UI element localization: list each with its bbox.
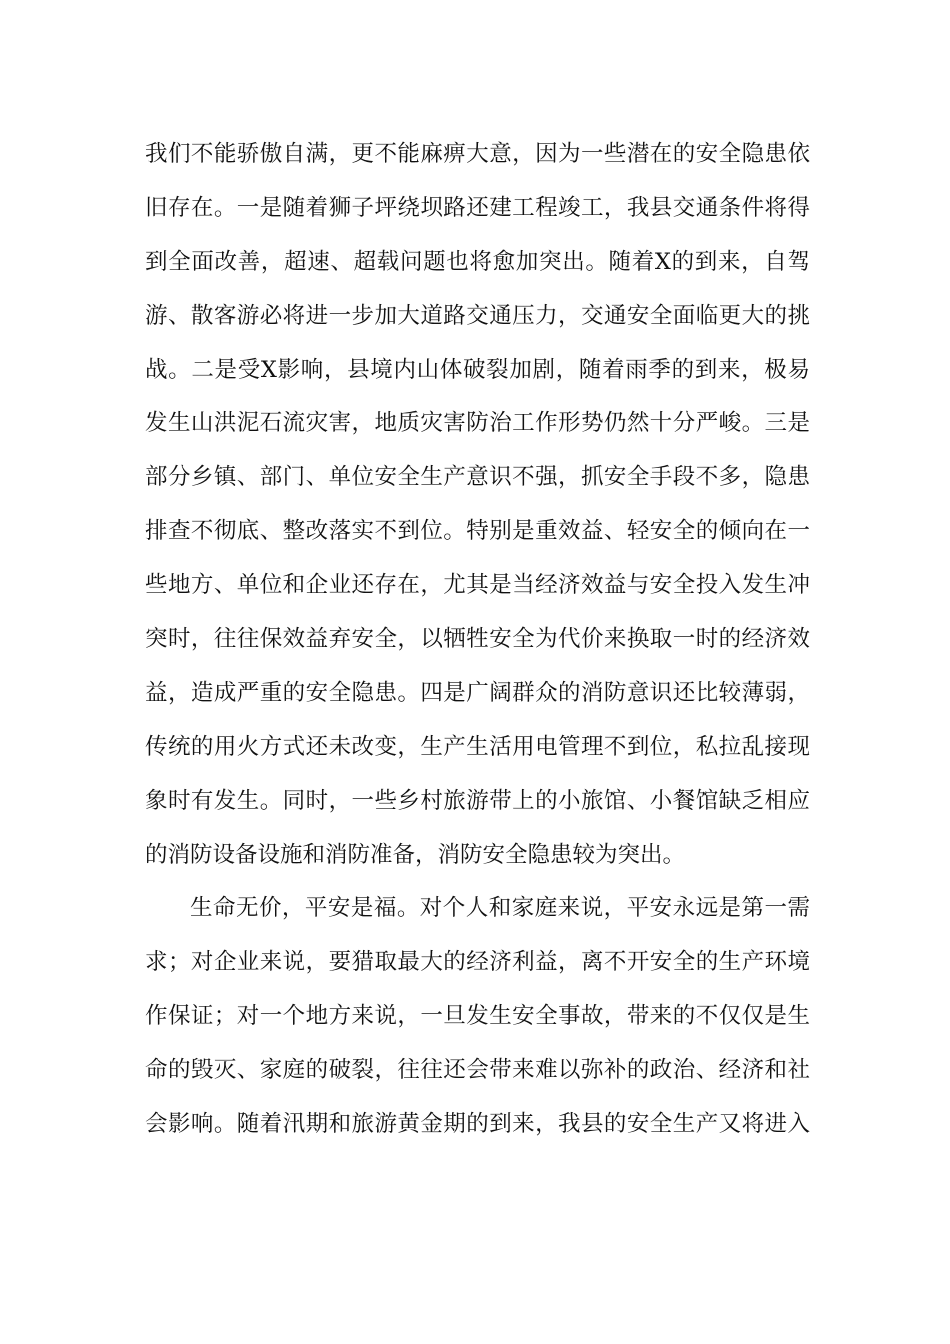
paragraph-1-line-12: 传统的用火方式还未改变，生产生活用电管理不到位，私拉乱接现 bbox=[145, 733, 810, 760]
paragraph-2-line-3: 作保证；对一个地方来说，一旦发生安全事故，带来的不仅仅是生 bbox=[145, 1003, 810, 1030]
paragraph-1-line-6: 发生山洪泥石流灾害，地质灾害防治工作形势仍然十分严峻。三是 bbox=[145, 410, 810, 437]
paragraph-1-line-2: 旧存在。一是随着狮子坪绕坝路还建工程竣工，我县交通条件将得 bbox=[145, 194, 810, 221]
paragraph-1-line-10: 突时，往往保效益弃安全，以牺牲安全为代价来换取一时的经济效 bbox=[145, 626, 810, 653]
paragraph-1-line-3: 到全面改善，超速、超载问题也将愈加突出。随着X的到来，自驾 bbox=[145, 248, 810, 275]
paragraph-1-line-13: 象时有发生。同时，一些乡村旅游带上的小旅馆、小餐馆缺乏相应 bbox=[145, 787, 810, 814]
paragraph-1-line-8: 排查不彻底、整改落实不到位。特别是重效益、轻安全的倾向在一 bbox=[145, 518, 810, 545]
paragraph-1-line-9: 些地方、单位和企业还存在，尤其是当经济效益与安全投入发生冲 bbox=[145, 572, 810, 599]
paragraph-1-line-5: 战。二是受X影响，县境内山体破裂加剧，随着雨季的到来，极易 bbox=[145, 356, 810, 383]
paragraph-1-line-11: 益，造成严重的安全隐患。四是广阔群众的消防意识还比较薄弱， bbox=[145, 679, 810, 706]
paragraph-2-line-5: 会影响。随着汛期和旅游黄金期的到来，我县的安全生产又将进入 bbox=[145, 1111, 810, 1138]
paragraph-1-line-1: 我们不能骄傲自满，更不能麻痹大意，因为一些潜在的安全隐患依 bbox=[145, 141, 810, 167]
paragraph-2-line-2: 求；对企业来说，要猎取最大的经济利益，离不开安全的生产环境 bbox=[145, 949, 810, 976]
paragraph-1-line-7: 部分乡镇、部门、单位安全生产意识不强，抓安全手段不多，隐患 bbox=[145, 464, 810, 491]
document-body bbox=[145, 128, 810, 1152]
paragraph-2-line-4: 命的毁灭、家庭的破裂，往往还会带来难以弥补的政治、经济和社 bbox=[145, 1057, 810, 1084]
paragraph-1-line-14: 的消防设备设施和消防准备，消防安全隐患较为突出。 bbox=[145, 841, 686, 868]
paragraph-2-line-1: 生命无价，平安是福。对个人和家庭来说，平安永远是第一需 bbox=[190, 895, 810, 922]
paragraph-1-line-4: 游、散客游必将进一步加大道路交通压力，交通安全面临更大的挑 bbox=[145, 302, 810, 329]
